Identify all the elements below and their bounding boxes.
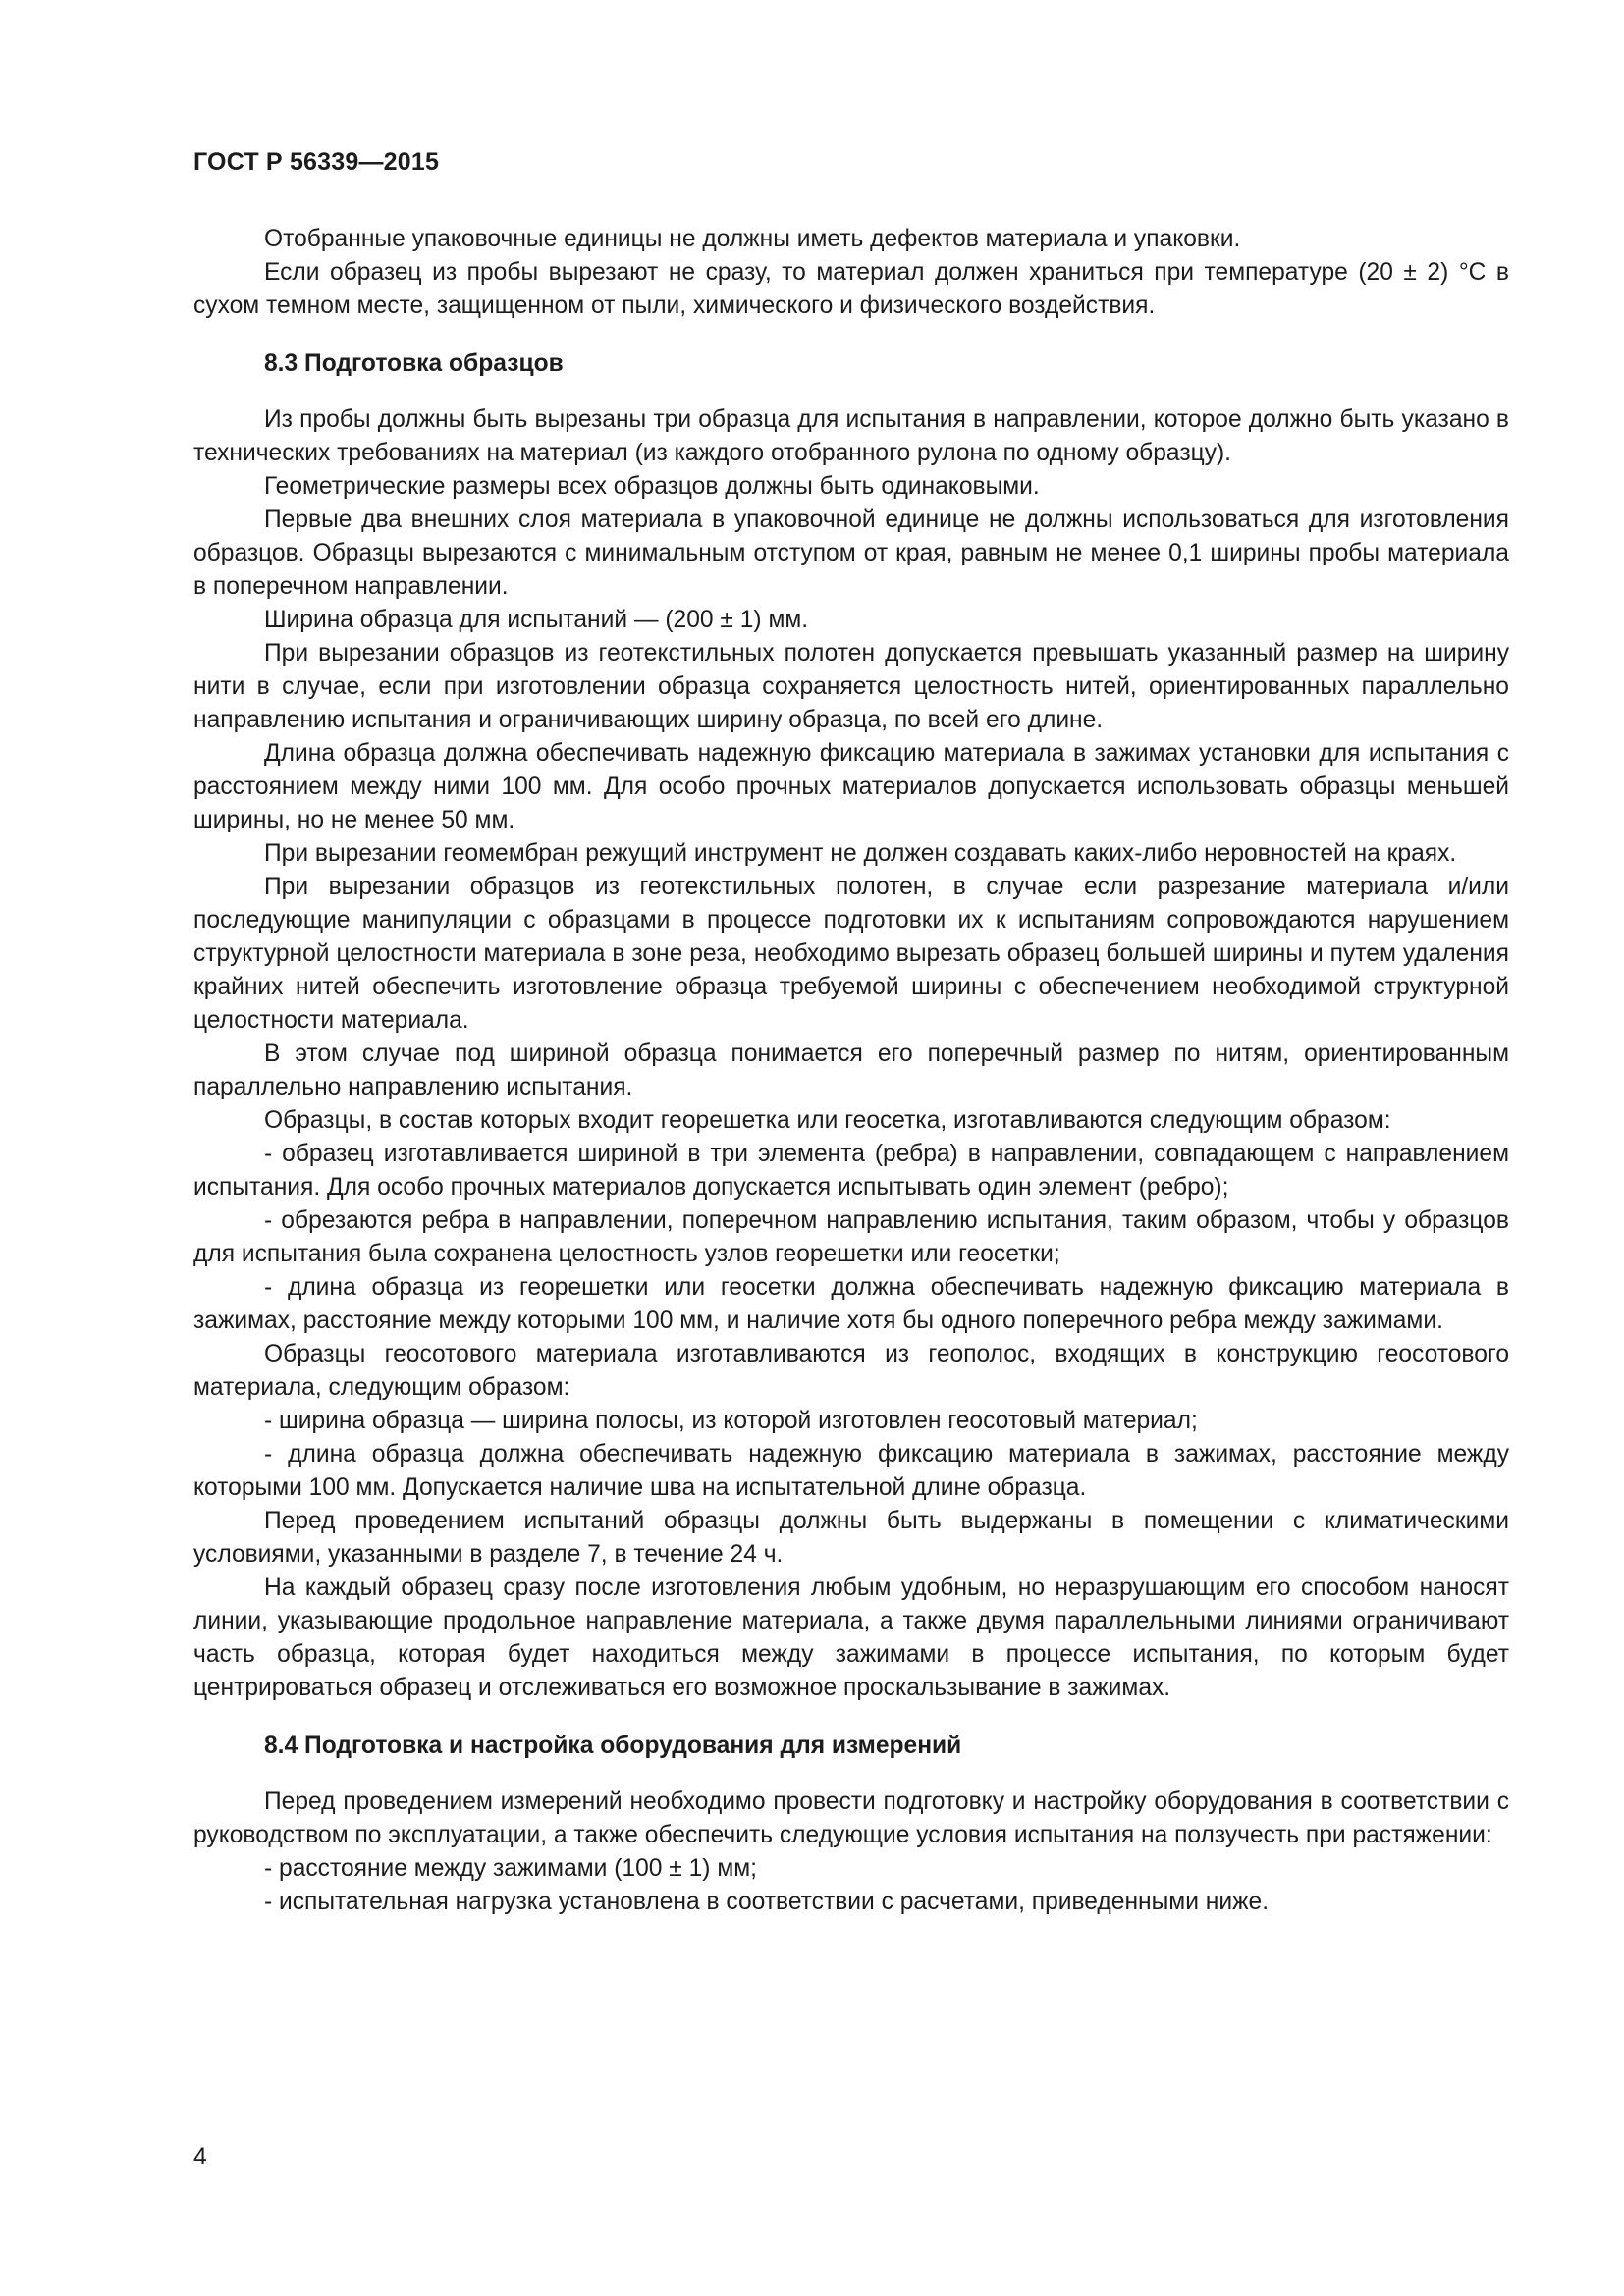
spacer (193, 381, 1509, 403)
paragraph: Длина образца должна обеспечивать надежную фиксацию материала в зажимах установки для испытания с расстоянием между ними 100 мм. Для особо прочных материалов допускается использовать образцы меньшей ширины, но не менее 50 мм. (193, 740, 1509, 833)
list-item: - испытательная нагрузка установлена в соответствии с расчетами, приведенными ниже. (264, 1889, 1270, 1915)
paragraph: При вырезании образцов из геотекстильных полотен допускается превышать указанный размер на ширину нити в случае, если при изготовлении образца сохраняется целостность нитей, ориентированных параллельно направлению испытания и ограничивающих ширину образца, по всей его длине. (193, 640, 1509, 733)
spacer (193, 1705, 1509, 1730)
paragraph: Из пробы должны быть вырезаны три образца для испытания в направлении, которое должно быть указано в технических требованиях на материал (из каждого отобранного рулона по одному образцу). (193, 406, 1509, 466)
page-number: 4 (193, 2144, 207, 2170)
paragraph: Ширина образца для испытаний — (200 ± 1) мм. (264, 607, 809, 633)
paragraph: Образцы, в состав которых входит георешетка или геосетка, изготавливаются следующим образом: (264, 1107, 1391, 1134)
paragraph: При вырезании образцов из геотекстильных полотен, в случае если разрезание материала и/или последующие манипуляции с образцами в процессе подготовки их к испытаниям сопровождаются нарушением структурной целостности материала в зоне реза, необходимо вырезать образец большей ширины и путем удаления крайних нитей обеспечить изготовление образца требуемой ширины с обеспечением необходимой структурной целостности материала. (193, 874, 1509, 1034)
paragraph: Перед проведением измерений необходимо провести подготовку и настройку оборудования в соответствии с руководством по эксплуатации, а также обеспечить следующие условия испытания на ползучесть при растяжении: (193, 1789, 1509, 1848)
list-item: - расстояние между зажимами (100 ± 1) мм; (264, 1855, 757, 1882)
paragraph: Первые два внешних слоя материала в упаковочной единице не должны использоваться для изготовления образцов. Образцы вырезаются с минимальным отступом от края, равным не менее 0,1 ширины пробы материала в поперечном направлении. (193, 507, 1509, 600)
section-heading-8-4: 8.4 Подготовка и настройка оборудования для измерений (264, 1733, 962, 1759)
paragraph: В этом случае под шириной образца понимается его поперечный размер по нитям, ориентированным параллельно направлению испытания. (193, 1041, 1509, 1100)
paragraph: Если образец из пробы вырезают не сразу, то материал должен храниться при температуре (20 ± 2) °С в сухом темном месте, защищенном от пыли, химического и физического воздействия. (193, 259, 1509, 319)
paragraph: Образцы геосотового материала изготавливаются из геополос, входящих в конструкцию геосотового материала, следующим образом: (193, 1341, 1509, 1401)
page-content (193, 223, 1509, 1919)
paragraph: На каждый образец сразу после изготовления любым удобным, но неразрушающим его способом наносят линии, указывающие продольное направление материала, а также двумя параллельными линиями ограничивают часть образца, которая будет находиться между зажимами в процессе испытания, по которым будет центрироваться образец и отслеживаться его возможное проскальзывание в зажимах. (193, 1575, 1509, 1701)
paragraph: Отобранные упаковочные единицы не должны иметь дефектов материала и упаковки. (264, 226, 1241, 252)
list-item: - обрезаются ребра в направлении, поперечном направлению испытания, таким образом, чтобы у образцов для испытания была сохранена целостность узлов георешетки или геосетки; (193, 1207, 1509, 1267)
spacer (193, 323, 1509, 347)
paragraph: Перед проведением испытаний образцы должны быть выдержаны в помещении с климатическими условиями, указанными в разделе 7, в течение 24 ч. (193, 1508, 1509, 1568)
list-item: - образец изготавливается шириной в три элемента (ребра) в направлении, совпадающем с направлением испытания. Для особо прочных материалов допускается испытывать один элемент (ребро); (193, 1141, 1509, 1201)
document-code-header: ГОСТ Р 56339—2015 (193, 148, 440, 176)
spacer (193, 1763, 1509, 1786)
list-item: - ширина образца — ширина полосы, из которой изготовлен геосотовый материал; (264, 1408, 1198, 1434)
list-item: - длина образца должна обеспечивать надежную фиксацию материала в зажимах, расстояние между которыми 100 мм. Допускается наличие шва на испытательной длине образца. (193, 1441, 1509, 1501)
paragraph: При вырезании геомембран режущий инструмент не должен создавать каких-либо неровностей на краях. (264, 840, 1457, 867)
section-heading-8-3: 8.3 Подготовка образцов (264, 350, 564, 377)
paragraph: Геометрические размеры всех образцов должны быть одинаковыми. (264, 473, 1040, 500)
list-item: - длина образца из георешетки или геосетки должна обеспечивать надежную фиксацию материала в зажимах, расстояние между которыми 100 мм, и наличие хотя бы одного поперечного ребра между зажимами. (193, 1274, 1509, 1334)
